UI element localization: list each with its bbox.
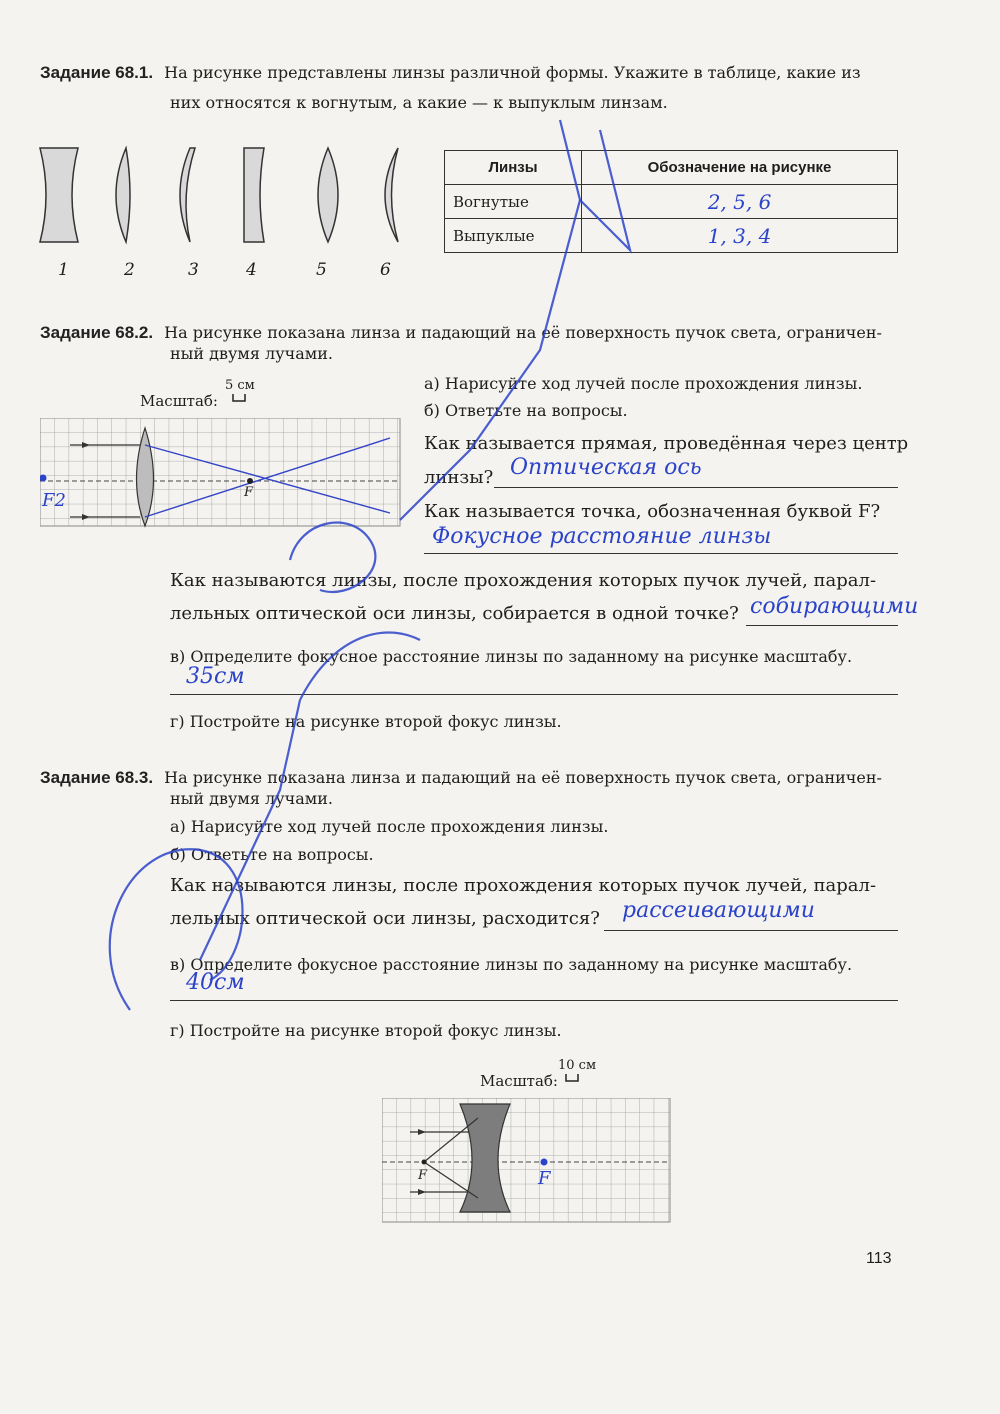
question-1-line2: лельных оптической оси линзы, расходится? [170,908,600,929]
lens-2 [116,148,130,242]
answer-focus[interactable]: Фокусное расстояние линзы [432,524,772,549]
hand-focus-label: F [538,1168,551,1189]
task-text: На рисунке представлены линзы различной формы. Укажите в таблице, какие из [164,63,861,82]
lens-3 [180,148,195,242]
item-c: в) Определите фокусное расстояние линзы по заданному на рисунке масштабу. [170,647,853,666]
table-header-lenses: Линзы [445,151,582,185]
task-68-2 [40,322,920,344]
answer-converging[interactable]: собирающими [750,594,919,619]
task-68-1 [40,62,920,84]
answer-diverging[interactable]: рассеивающими [622,898,815,923]
answer-line [604,929,898,931]
answer-line [170,693,898,695]
answer-focal-length[interactable]: 40см [186,970,245,995]
second-focus-point [541,1159,548,1166]
focus-label: F [244,485,254,500]
focus-label: F [418,1168,428,1183]
task-text-line2: ный двумя лучами. [170,344,333,363]
scale-bar-icon [565,1073,579,1083]
lens-table [444,150,898,253]
table-cell-concave: Вогнутые [445,185,582,219]
answer-optical-axis[interactable]: Оптическая ось [510,455,702,480]
question-2: Как называется точка, обозначенная буквой F? [424,501,881,522]
scale-value: 10 см [558,1058,597,1073]
item-b: б) Ответьте на вопросы. [170,845,374,864]
lens-5 [318,148,338,242]
lens-number-6: 6 [380,260,391,280]
scale-value: 5 см [225,378,255,393]
scale-label: Масштаб: [480,1072,558,1090]
task-label: Задание 68.1. [40,63,154,82]
lens-shapes-figure [30,140,430,260]
question-1-line1: Как называется прямая, проведённая через центр [424,433,909,454]
item-b: б) Ответьте на вопросы. [424,401,628,420]
lens-diagram-68-2 [40,418,402,528]
task-label: Задание 68.3. [40,768,154,787]
scale-bar-icon [232,393,246,403]
table-header-designation: Обозначение на рисунке [582,151,898,185]
lens-number-1: 1 [58,260,69,280]
page-number: 113 [866,1250,892,1267]
question-3-line2: лельных оптической оси линзы, собирается в одной точке? [170,603,739,624]
grid [40,418,400,526]
lens-number-4: 4 [246,260,257,280]
item-d: г) Постройте на рисунке второй фокус линзы. [170,712,562,731]
focus-point [247,478,253,484]
answer-focal-length[interactable]: 35см [186,664,245,689]
lens-number-2: 2 [124,260,135,280]
table-row [445,185,898,219]
question-3-line1: Как называются линзы, после прохождения которых пучок лучей, парал- [170,570,877,591]
task-text: На рисунке показана линза и падающий на её поверхность пучок света, ограничен- [164,768,882,787]
question-1-line1: Как называются линзы, после прохождения которых пучок лучей, парал- [170,875,877,896]
item-d: г) Постройте на рисунке второй фокус линзы. [170,1021,562,1040]
item-a: а) Нарисуйте ход лучей после прохождения линзы. [170,817,609,836]
task-68-3 [40,767,920,789]
lens-number-3: 3 [188,260,199,280]
scale-label: Масштаб: [140,392,218,410]
answer-line [746,624,898,626]
table-row [445,219,898,253]
answer-line [494,486,898,488]
lens-6 [385,148,398,242]
table-cell-convex: Выпуклые [445,219,582,253]
answer-convex[interactable]: 1, 3, 4 [582,219,898,253]
lens-number-5: 5 [316,260,327,280]
question-1-line2: линзы? [424,467,494,488]
task-label: Задание 68.2. [40,323,154,342]
focus-point [422,1160,427,1165]
task-text-line2: ный двумя лучами. [170,789,333,808]
lens-4 [244,148,264,242]
task-text-line2: них относятся к вогнутым, а какие — к выпуклым линзам. [170,93,668,112]
item-a: а) Нарисуйте ход лучей после прохождения линзы. [424,374,863,393]
answer-line [424,552,898,554]
lens-diagram-68-3 [382,1098,672,1224]
task-text: На рисунке показана линза и падающий на её поверхность пучок света, ограничен- [164,323,882,342]
answer-concave[interactable]: 2, 5, 6 [582,185,898,219]
item-c: в) Определите фокусное расстояние линзы по заданному на рисунке масштабу. [170,955,853,974]
hand-focus-label: F2 [42,490,66,511]
lens-1 [40,148,78,242]
answer-line [170,999,898,1001]
